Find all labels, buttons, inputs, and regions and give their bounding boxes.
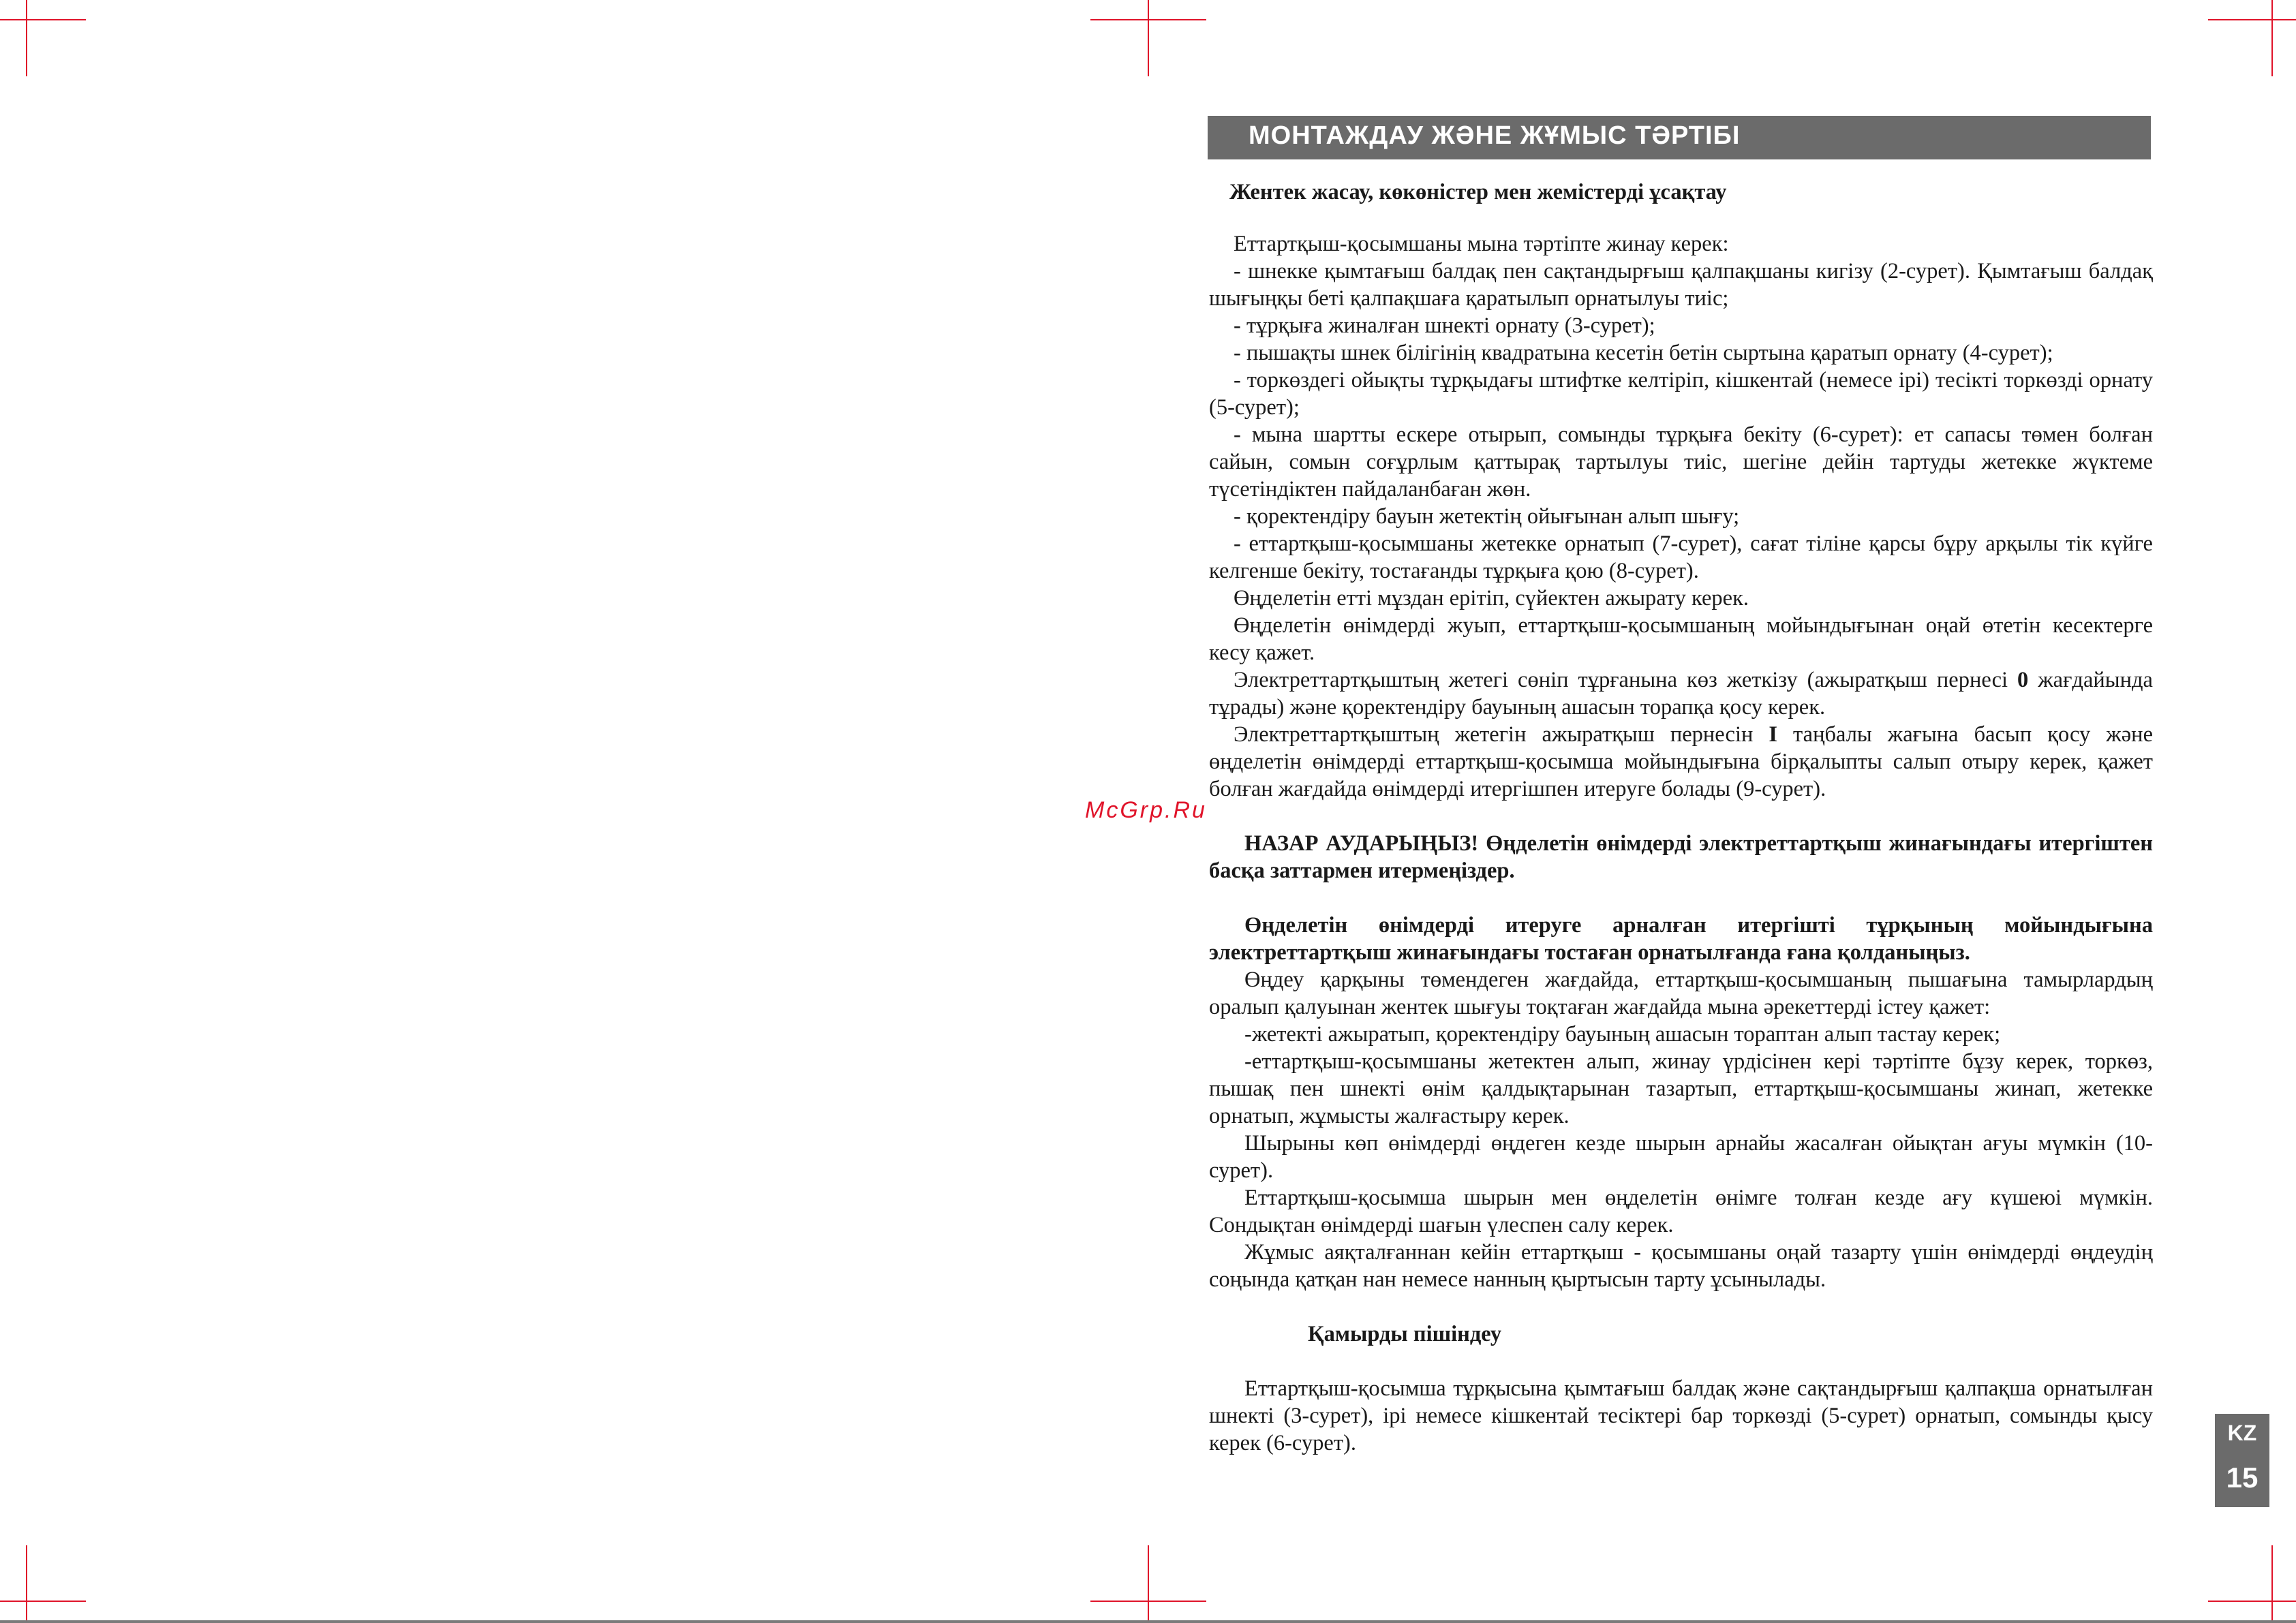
crop-mark (26, 0, 27, 76)
paragraph: - торкөздегі ойықты тұрқыдағы штифтке келтіріп, кішкентай (немесе ірі) тесікті торкөзді орнату (5-сурет); (1209, 368, 2153, 420)
paragraph: Өңдеу қарқыны төмендеген жағдайда, еттартқыш-қосымшаның пышағына тамырлардың оралып қалуынан жентек шығуы тоқтаған жағдайда мына әрекеттерді істеу қажет: (1209, 968, 2153, 1019)
paragraph: Еттартқыш-қосымша тұрқысына қымтағыш балдақ және сақтандырғыш қалпақша орнатылған шнекті (3-сурет), ірі немесе кішкентай тесіктері бар торкөзді (5-сурет) орнатып, сомынды қысу керек (6-сурет). (1209, 1376, 2153, 1455)
crop-mark (2208, 19, 2296, 20)
crop-mark (1090, 19, 1206, 20)
paragraph: Өңделетін өнімдерді жуып, еттартқыш-қосымшаның мойындығынан оңай өтетін кесектерге кесу қажет. (1209, 613, 2153, 665)
paragraph: Еттартқыш-қосымша шырын мен өңделетін өнімге толған кезде ағу күшеюі мүмкін. Сондықтан өнімдерді шағын үлеспен салу керек. (1209, 1186, 2153, 1237)
crop-mark (1090, 1601, 1206, 1602)
paragraph-switch-off: Электреттартқыштың жетегі сөніп тұрғанына көз жеткізу (ажыратқыш пернесі 0 жағдайында тұрады) және қоректендіру бауының ашасын торапқа қосу керек. (1209, 668, 2153, 720)
paragraph: - пышақты шнек білігінің квадратына кесетін бетін сыртына қаратып орнату (4-сурет); (1234, 341, 2053, 365)
section-title: МОНТАЖДАУ ЖӘНЕ ЖҰМЫС ТӘРТІБІ (1249, 121, 1741, 150)
paragraph: -еттартқыш-қосымшаны жетектен алып, жинау үрдісінен кері тәртіпте бұзу керек, торкөз, пышақ пен шнекті өнім қалдықтарынан тазартып, еттартқыш-қосымшаны жинап, жетекке орнатып, жұмысты жалғастыру керек. (1209, 1049, 2153, 1128)
subheading-dough: Қамырды пішіндеу (1308, 1322, 1502, 1346)
paragraph: - шнекке қымтағыш балдақ пен сақтандырғыш қалпақшаны кигізу (2-сурет). Қымтағыш балдақ шығыңқы беті қалпақшаға қаратылып орнатылуы тиіс; (1209, 259, 2153, 311)
page-number: 15 (2226, 1462, 2259, 1494)
crop-mark (2271, 1545, 2273, 1620)
crop-mark (2271, 0, 2273, 76)
paragraph: Еттартқыш-қосымшаны мына тәртіпте жинау керек: (1234, 232, 1729, 256)
bottom-border (0, 1620, 2296, 1623)
section-header-bar (1208, 116, 2151, 159)
crop-mark (1148, 0, 1149, 76)
warning-pusher: Өңделетін өнімдерді итеруге арналған итергішті тұрқының мойындығына электреттартқыш жинағындағы тостаған орнатылғанда ғана қолданыңыз. (1209, 913, 2153, 965)
paragraph: - еттартқыш-қосымшаны жетекке орнатып (7-сурет), сағат тіліне қарсы бұру арқылы тік күйге келгенше бекіту, тостағанды тұрқыға қою (8-сурет). (1209, 531, 2153, 583)
language-label: KZ (2227, 1421, 2257, 1445)
subheading-mincing: Жентек жасау, көкөністер мен жемістерді ұсақтау (1229, 180, 1727, 204)
crop-mark (0, 19, 86, 20)
paragraph: - қоректендіру бауын жетектің ойығынан алып шығу; (1234, 504, 1740, 529)
paragraph: Өңделетін етті мұздан ерітіп, сүйектен ажырату керек. (1234, 586, 1749, 610)
warning-notice: НАЗАР АУДАРЫҢЫЗ! Өңделетін өнімдерді электреттартқыш жинағындағы итергіштен басқа заттармен итермеңіздер. (1209, 831, 2153, 883)
paragraph: -жетекті ажыратып, қоректендіру бауының ашасын тораптан алып тастау керек; (1244, 1022, 2001, 1047)
crop-mark (0, 1601, 86, 1602)
page-tab (2215, 1414, 2269, 1507)
crop-mark (1148, 1545, 1149, 1620)
paragraph: Жұмыс аяқталғаннан кейін еттартқыш - қосымшаны оңай тазарту үшін өнімдерді өңдеудің соңында қатқан нан немесе нанның қыртысын тарту ұсынылады. (1209, 1240, 2153, 1292)
paragraph: - мына шартты ескере отырып, сомынды тұрқыға бекіту (6-сурет): ет сапасы төмен болған сайын, сомын соғұрлым қаттырақ тартылуы тиіс, шегіне дейін тартуды жетекке жүктеме түсетіндіктен пайдаланбаған жөн. (1209, 422, 2153, 501)
document-body (1209, 179, 2153, 1457)
crop-mark (2208, 1601, 2296, 1602)
paragraph: Шырыны көп өнімдерді өңдеген кезде шырын арнайы жасалған ойықтан ағуы мүмкін (10-сурет). (1209, 1131, 2153, 1183)
paragraph-switch-on: Электреттартқыштың жетегін ажыратқыш пернесін I таңбалы жағына басып қосу және өңделетін өнімдерді еттартқыш-қосымша мойындығына бірқалыпты салып отыру керек, қажет болған жағдайда өнімдерді итергішпен итеруге болады (9-сурет). (1209, 722, 2153, 801)
watermark-text: McGrp.Ru (1085, 797, 1207, 823)
paragraph: - тұрқыға жиналған шнекті орнату (3-сурет); (1234, 313, 1655, 338)
crop-mark (26, 1545, 27, 1620)
